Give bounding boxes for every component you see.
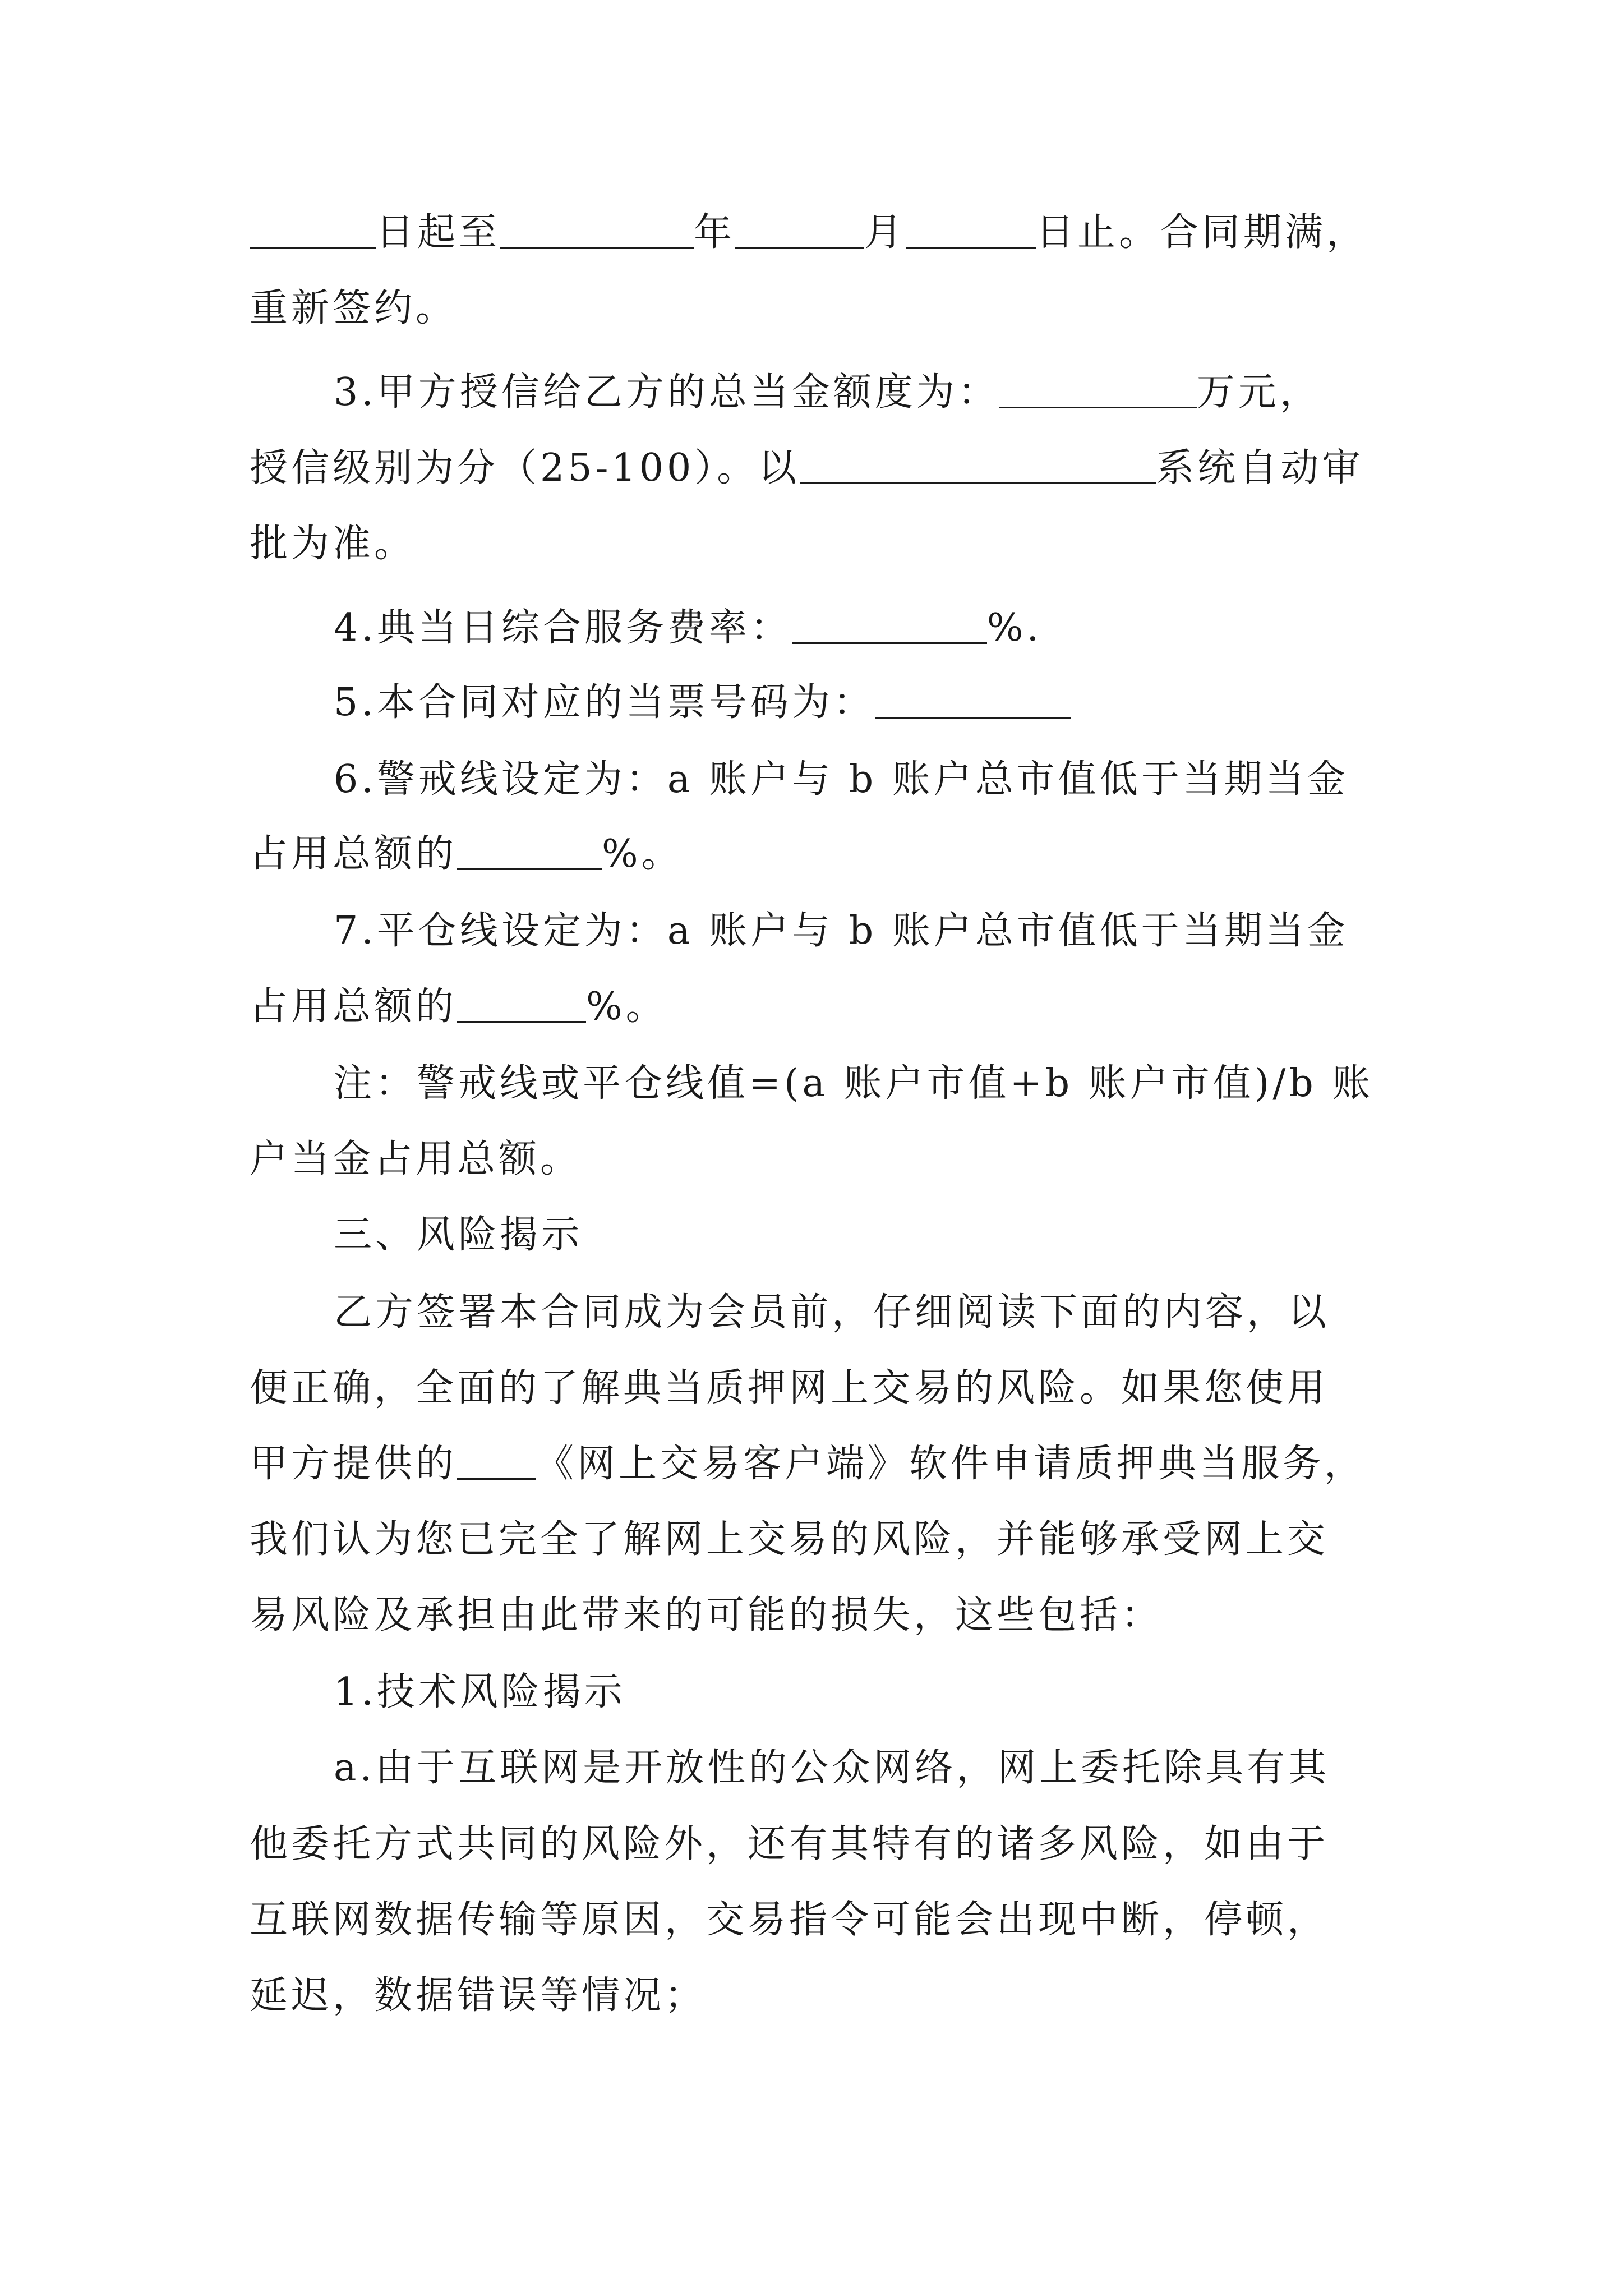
text-segment: %。 [586,984,667,1029]
fill-in-blank [457,983,586,1023]
text-line [334,675,1071,731]
text-line [250,979,667,1035]
fill-in-blank [735,209,864,249]
text-line [334,600,1042,656]
text-line [250,1131,582,1188]
text-line [334,1740,1330,1796]
text-segment: 批为准。 [250,522,416,566]
text-line [250,1892,1329,1948]
text-segment: 重新签约。 [250,286,458,330]
text-line [250,280,457,337]
fill-in-blank [792,604,987,644]
text-segment: %. [986,606,1043,650]
text-segment: 日止。合同期满， [1036,210,1368,255]
text-segment: 4.典当日综合服务费率： [334,606,792,650]
text-segment: 系统自动审 [1156,446,1364,490]
text-segment: 我们认为您已完全了解网上交易的风险，并能够承受网上交 [250,1517,1329,1562]
text-segment: 占用总额的 [250,984,458,1029]
text-line [334,1664,626,1720]
text-segment: a.由于互联网是开放性的公众网络，网上委托除具有其 [334,1746,1330,1790]
text-segment: %。 [602,832,683,876]
text-line [250,826,683,882]
text-segment: 6.警戒线设定为：a 账户与 b 账户总市值低于当期当金 [334,757,1349,802]
text-segment: 延迟，数据错误等情况； [250,1973,707,2018]
text-line [250,1360,1329,1416]
fill-in-blank [250,209,376,249]
text-segment: 年 [694,210,736,255]
text-line [250,516,416,572]
text-line [334,903,1349,959]
text-line [250,1816,1329,1872]
text-line [334,1285,1330,1341]
text-line [334,1056,1373,1112]
text-line [334,752,1349,808]
fill-in-blank [800,444,1156,484]
fill-in-blank [906,209,1036,249]
text-segment: 便正确，全面的了解典当质押网上交易的风险。如果您使用 [250,1366,1329,1410]
text-segment: 授信级别为分（25-100）。以 [250,446,800,490]
text-line [250,1588,1163,1644]
text-segment: 《网上交易客户端》软件申请质押典当服务， [536,1442,1366,1486]
text-segment: 1.技术风险揭示 [334,1670,626,1714]
text-segment: 户当金占用总额。 [250,1137,582,1181]
text-line [250,1436,1366,1492]
text-segment: 月 [864,210,906,255]
text-segment: 占用总额的 [250,832,458,876]
text-segment: 3.甲方授信给乙方的总当金额度为： [334,370,999,415]
text-line [250,205,1368,261]
text-segment: 乙方签署本合同成为会员前，仔细阅读下面的内容，以 [334,1290,1330,1335]
text-line [250,1968,706,2024]
fill-in-blank [999,369,1197,408]
fill-in-blank [500,209,694,249]
text-segment: 互联网数据传输等原因，交易指令可能会出现中断，停顿， [250,1898,1329,1942]
text-segment: 他委托方式共同的风险外，还有其特有的诸多风险，如由于 [250,1822,1329,1866]
text-segment: 甲方提供的 [250,1442,458,1486]
text-segment: 7.平仓线设定为：a 账户与 b 账户总市值低于当期当金 [334,909,1349,953]
text-segment: 日起至 [376,210,501,255]
text-segment: 三、风险揭示 [334,1213,583,1257]
text-line [334,365,1321,421]
text-line [250,1512,1329,1568]
text-segment: 易风险及承担由此带来的可能的损失，这些包括： [250,1593,1163,1637]
text-line [334,1207,583,1263]
text-segment: 注：警戒线或平仓线值=(a 账户市值+b 账户市值)/b 账 [334,1061,1374,1106]
fill-in-blank [457,830,602,870]
text-line [250,440,1363,496]
fill-in-blank [457,1440,536,1480]
text-segment: 万元， [1196,370,1321,415]
text-segment: 5.本合同对应的当票号码为： [334,680,875,725]
fill-in-blank [875,679,1071,719]
